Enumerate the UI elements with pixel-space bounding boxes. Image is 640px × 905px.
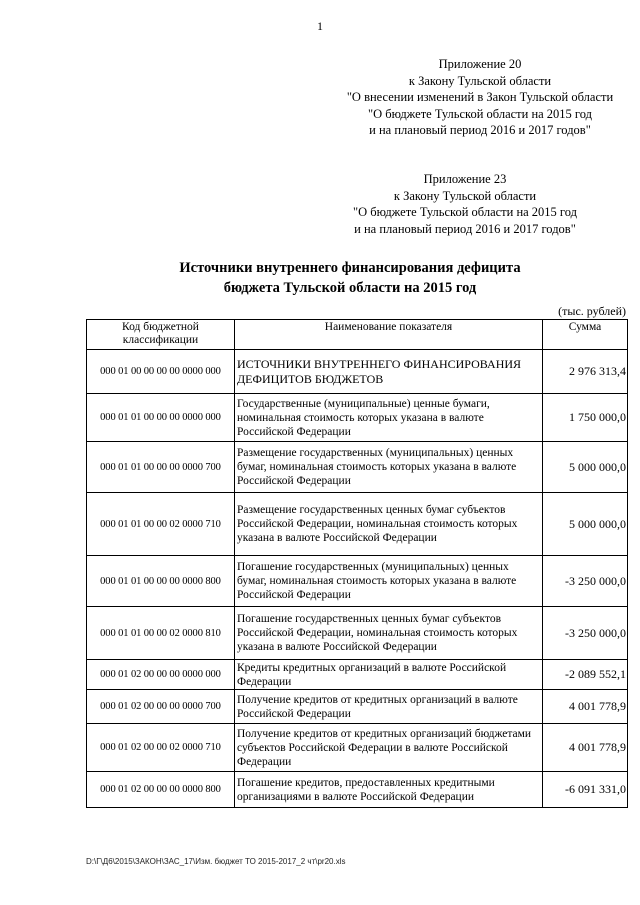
row-sum: 4 001 778,9 — [543, 690, 628, 724]
annex-current-line: Приложение 20 — [438, 57, 522, 71]
row-sum: 1 750 000,0 — [543, 394, 628, 442]
annex-previous-line: и на плановый период 2016 и 2017 годов" — [354, 221, 576, 236]
row-code: 000 01 01 00 00 00 0000 000 — [87, 394, 235, 442]
table-header-row — [87, 320, 628, 350]
annex-current-line: и на плановый период 2016 и 2017 годов" — [369, 123, 591, 137]
table-row — [87, 442, 628, 493]
table-row — [87, 772, 628, 808]
row-code: 000 01 02 00 00 00 0000 000 — [87, 660, 235, 690]
annex-current-header — [320, 56, 640, 139]
file-path-footer: D:\Г\Д6\2015\ЗАКОН\ЗАС_17\Изм. бюджет ТО 2015-2017_2 чт\pr20.xls — [86, 857, 346, 866]
table-row — [87, 690, 628, 724]
row-code: 000 01 02 00 00 00 0000 700 — [87, 690, 235, 724]
row-sum: -2 089 552,1 — [543, 660, 628, 690]
row-sum: 2 976 313,4 — [543, 350, 628, 394]
title-line-2: бюджета Тульской области на 2015 год — [223, 280, 477, 296]
row-name: Погашение государственных ценных бумаг субъектов Российской Федерации, номинальная стоимость которых указана в валюте Российской Федерации — [235, 607, 543, 660]
table-row — [87, 493, 628, 556]
row-name: Государственные (муниципальные) ценные бумаги, номинальная стоимость которых указана в валюте Российской Федерации — [235, 394, 543, 442]
row-code: 000 01 01 00 00 00 0000 800 — [87, 556, 235, 607]
row-name: Размещение государственных (муниципальных) ценных бумаг, номинальная стоимость которых указана в валюте Российской Федерации — [235, 442, 543, 493]
table-row — [87, 394, 628, 442]
row-sum: -3 250 000,0 — [543, 556, 628, 607]
row-name: Погашение государственных (муниципальных) ценных бумаг, номинальная стоимость которых указана в валюте Российской Федерации — [235, 556, 543, 607]
page-number: 1 — [317, 19, 323, 33]
table-row — [87, 350, 628, 394]
header-code: Код бюджетной классификации — [87, 320, 235, 350]
row-code: 000 01 02 00 00 00 0000 800 — [87, 772, 235, 808]
table-row — [87, 607, 628, 660]
annex-previous-header — [300, 171, 630, 237]
annex-current-line: к Закону Тульской области — [408, 73, 552, 88]
row-name: Погашение кредитов, предоставленных кредитными организациями в валюте Российской Федерации — [235, 772, 543, 808]
table-row — [87, 660, 628, 690]
row-code: 000 01 01 00 00 02 0000 710 — [87, 493, 235, 556]
row-name: Кредиты кредитных организаций в валюте Российской Федерации — [235, 660, 543, 690]
row-name: Получение кредитов от кредитных организаций в валюте Российской Федерации — [235, 690, 543, 724]
row-code: 000 01 02 00 00 02 0000 710 — [87, 724, 235, 772]
row-sum: -3 250 000,0 — [543, 607, 628, 660]
units-label: (тыс. рублей) — [558, 304, 626, 318]
header-name: Наименование показателя — [235, 320, 543, 350]
row-code: 000 01 01 00 00 00 0000 700 — [87, 442, 235, 493]
row-name: Получение кредитов от кредитных организаций бюджетами субъектов Российской Федерации в валюте Российской Федерации — [235, 724, 543, 772]
annex-previous-line: "О бюджете Тульской области на 2015 год — [353, 205, 577, 219]
row-sum: 4 001 778,9 — [543, 724, 628, 772]
header-sum: Сумма — [543, 320, 628, 350]
row-name: Размещение государственных ценных бумаг субъектов Российской Федерации, номинальная стоимость которых указана в валюте Российской Федерации — [235, 493, 543, 556]
row-sum: 5 000 000,0 — [543, 493, 628, 556]
annex-current-line: "О внесении изменений в Закон Тульской области — [346, 90, 614, 104]
annex-previous-line: к Закону Тульской области — [393, 188, 537, 203]
table-body — [87, 350, 628, 808]
row-code: 000 01 00 00 00 00 0000 000 — [87, 350, 235, 394]
row-code: 000 01 01 00 00 02 0000 810 — [87, 607, 235, 660]
row-sum: -6 091 331,0 — [543, 772, 628, 808]
row-name: ИСТОЧНИКИ ВНУТРЕННЕГО ФИНАНСИРОВАНИЯ ДЕФИЦИТОВ БЮДЖЕТОВ — [235, 350, 543, 394]
title-line-1: Источники внутреннего финансирования дефицита — [179, 260, 521, 276]
annex-current-line: "О бюджете Тульской области на 2015 год — [368, 106, 592, 121]
annex-previous-line: Приложение 23 — [423, 172, 507, 186]
table-row — [87, 724, 628, 772]
document-title — [150, 258, 550, 298]
financing-sources-table — [86, 319, 628, 808]
row-sum: 5 000 000,0 — [543, 442, 628, 493]
table-row — [87, 556, 628, 607]
